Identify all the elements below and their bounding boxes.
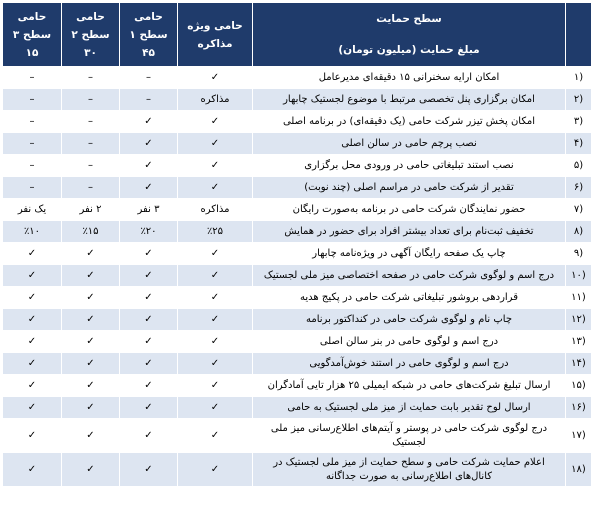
row-number: (۱۷ [566, 419, 592, 453]
benefit-description: تقدیر از شرکت حامی در مراسم اصلی (چند نوبت) [253, 177, 566, 199]
row-number: (۱ [566, 67, 592, 89]
cell-level-3: – [3, 177, 62, 199]
check-icon: ✓ [178, 177, 253, 199]
cell-level-3: – [3, 67, 62, 89]
benefit-description: اعلام حمایت شرکت حامی و سطح حمایت از میز ملی لجستیک در کانال‌های اطلاع‌رسانی به صورت جداگانه [253, 453, 566, 487]
benefit-description: درج اسم و لوگوی حامی در استند خوش‌آمدگویی [253, 353, 566, 375]
table-row [3, 111, 592, 133]
cell-level-3: – [3, 111, 62, 133]
benefit-description: ارسال تبلیغ شرکت‌های حامی در شبکه ایمیلی ۲۵ هزار تایی آمادگران [253, 375, 566, 397]
check-icon: ✓ [62, 397, 120, 419]
table-row [3, 133, 592, 155]
check-icon: ✓ [3, 419, 62, 453]
check-icon: ✓ [120, 265, 178, 287]
row-number: (۹ [566, 243, 592, 265]
row-number: (۶ [566, 177, 592, 199]
check-icon: ✓ [178, 111, 253, 133]
check-icon: ✓ [62, 243, 120, 265]
benefit-description: نصب استند تبلیغاتی حامی در ورودی محل برگزاری [253, 155, 566, 177]
check-icon: ✓ [178, 419, 253, 453]
table-row [3, 265, 592, 287]
table-row [3, 177, 592, 199]
cell-level-1: ٪۲۰ [120, 221, 178, 243]
cell-level-1: ۳ نفر [120, 199, 178, 221]
cell-level-1: – [120, 89, 178, 111]
check-icon: ✓ [3, 331, 62, 353]
cell-level-3: – [3, 133, 62, 155]
cell-level-2: – [62, 155, 120, 177]
cell-level-3: یک نفر [3, 199, 62, 221]
check-icon: ✓ [178, 133, 253, 155]
table-row [3, 89, 592, 111]
amount-title: مبلغ حمایت (میلیون تومان) [338, 44, 480, 56]
check-icon: ✓ [178, 375, 253, 397]
check-icon: ✓ [62, 309, 120, 331]
row-number: (۱۸ [566, 453, 592, 487]
check-icon: ✓ [62, 331, 120, 353]
check-icon: ✓ [62, 453, 120, 487]
check-icon: ✓ [120, 419, 178, 453]
check-icon: ✓ [120, 177, 178, 199]
row-number: (۱۶ [566, 397, 592, 419]
table-row [3, 199, 592, 221]
level-title: سطح حمایت [376, 13, 442, 25]
check-icon: ✓ [120, 397, 178, 419]
number-header [566, 3, 592, 67]
cell-level-2: ٪۱۵ [62, 221, 120, 243]
cell-level-3: – [3, 155, 62, 177]
check-icon: ✓ [178, 67, 253, 89]
benefit-description: امکان پخش تیزر شرکت حامی (یک دقیقه‌ای) در برنامه اصلی [253, 111, 566, 133]
table-row [3, 155, 592, 177]
check-icon: ✓ [178, 287, 253, 309]
check-icon: ✓ [3, 397, 62, 419]
table-row [3, 453, 592, 487]
table-row [3, 353, 592, 375]
row-number: (۱۱ [566, 287, 592, 309]
level-header [253, 3, 566, 67]
benefit-description: حضور نمایندگان شرکت حامی در برنامه به‌صورت رایگان [253, 199, 566, 221]
table-row [3, 67, 592, 89]
check-icon: ✓ [178, 309, 253, 331]
benefit-description: امکان برگزاری پنل تخصصی مرتبط با موضوع لجستیک چابهار [253, 89, 566, 111]
benefit-description: درج لوگوی شرکت حامی در پوستر و آیتم‌های اطلاع‌رسانی میز ملی لجستیک [253, 419, 566, 453]
table-row [3, 419, 592, 453]
row-number: (۱۲ [566, 309, 592, 331]
cell-level-2: – [62, 89, 120, 111]
check-icon: ✓ [3, 287, 62, 309]
check-icon: ✓ [178, 155, 253, 177]
table-row [3, 243, 592, 265]
check-icon: ✓ [120, 243, 178, 265]
row-number: (۷ [566, 199, 592, 221]
check-icon: ✓ [3, 453, 62, 487]
row-number: (۱۴ [566, 353, 592, 375]
row-number: (۸ [566, 221, 592, 243]
check-icon: ✓ [62, 419, 120, 453]
check-icon: ✓ [3, 353, 62, 375]
check-icon: ✓ [62, 375, 120, 397]
check-icon: ✓ [178, 397, 253, 419]
benefit-description: ارسال لوح تقدیر بابت حمایت از میز ملی لجستیک به حامی [253, 397, 566, 419]
check-icon: ✓ [62, 265, 120, 287]
check-icon: ✓ [178, 331, 253, 353]
sponsorship-table [2, 2, 592, 487]
check-icon: ✓ [3, 265, 62, 287]
benefit-description: درج اسم و لوگوی شرکت حامی در صفحه اختصاصی میز ملی لجستیک [253, 265, 566, 287]
cell-level-2: – [62, 111, 120, 133]
check-icon: ✓ [62, 287, 120, 309]
table-row [3, 221, 592, 243]
cell-level-3: – [3, 89, 62, 111]
benefit-description: تخفیف ثبت‌نام برای تعداد بیشتر افراد برای حضور در همایش [253, 221, 566, 243]
column-header-level-1: حامی سطح ۱ ۴۵ [120, 3, 178, 67]
benefit-description: درج اسم و لوگوی حامی در بنر سالن اصلی [253, 331, 566, 353]
check-icon: ✓ [120, 453, 178, 487]
table-row [3, 331, 592, 353]
table-row [3, 309, 592, 331]
check-icon: ✓ [120, 155, 178, 177]
check-icon: ✓ [178, 353, 253, 375]
cell-special: مذاکره [178, 199, 253, 221]
table-row [3, 375, 592, 397]
benefit-description: چاپ نام و لوگوی شرکت حامی در کنداکتور برنامه [253, 309, 566, 331]
row-number: (۴ [566, 133, 592, 155]
check-icon: ✓ [120, 309, 178, 331]
row-number: (۱۵ [566, 375, 592, 397]
column-header-level-2: حامی سطح ۲ ۳۰ [62, 3, 120, 67]
benefit-description: نصب پرچم حامی در سالن اصلی [253, 133, 566, 155]
check-icon: ✓ [120, 331, 178, 353]
column-header-special: حامی ویژه مذاکره [178, 3, 253, 67]
check-icon: ✓ [3, 375, 62, 397]
table-row [3, 397, 592, 419]
row-number: (۳ [566, 111, 592, 133]
check-icon: ✓ [120, 353, 178, 375]
column-header-level-3: حامی سطح ۳ ۱۵ [3, 3, 62, 67]
check-icon: ✓ [178, 453, 253, 487]
cell-special: ٪۲۵ [178, 221, 253, 243]
table-body [3, 67, 592, 487]
row-number: (۵ [566, 155, 592, 177]
check-icon: ✓ [178, 243, 253, 265]
cell-level-1: – [120, 67, 178, 89]
benefit-description: قراردهی بروشور تبلیغاتی شرکت حامی در پکیج هدیه [253, 287, 566, 309]
cell-level-2: – [62, 133, 120, 155]
cell-level-2: – [62, 67, 120, 89]
cell-level-3: ٪۱۰ [3, 221, 62, 243]
check-icon: ✓ [3, 243, 62, 265]
check-icon: ✓ [3, 309, 62, 331]
check-icon: ✓ [120, 111, 178, 133]
table-row [3, 287, 592, 309]
row-number: (۲ [566, 89, 592, 111]
benefit-description: چاپ یک صفحه رایگان آگهی در ویژه‌نامه چابهار [253, 243, 566, 265]
row-number: (۱۰ [566, 265, 592, 287]
check-icon: ✓ [120, 287, 178, 309]
benefit-description: امکان ارایه سخنرانی ۱۵ دقیقه‌ای مدیرعامل [253, 67, 566, 89]
row-number: (۱۳ [566, 331, 592, 353]
check-icon: ✓ [62, 353, 120, 375]
cell-level-2: ۲ نفر [62, 199, 120, 221]
check-icon: ✓ [120, 375, 178, 397]
check-icon: ✓ [120, 133, 178, 155]
cell-special: مذاکره [178, 89, 253, 111]
check-icon: ✓ [178, 265, 253, 287]
cell-level-2: – [62, 177, 120, 199]
